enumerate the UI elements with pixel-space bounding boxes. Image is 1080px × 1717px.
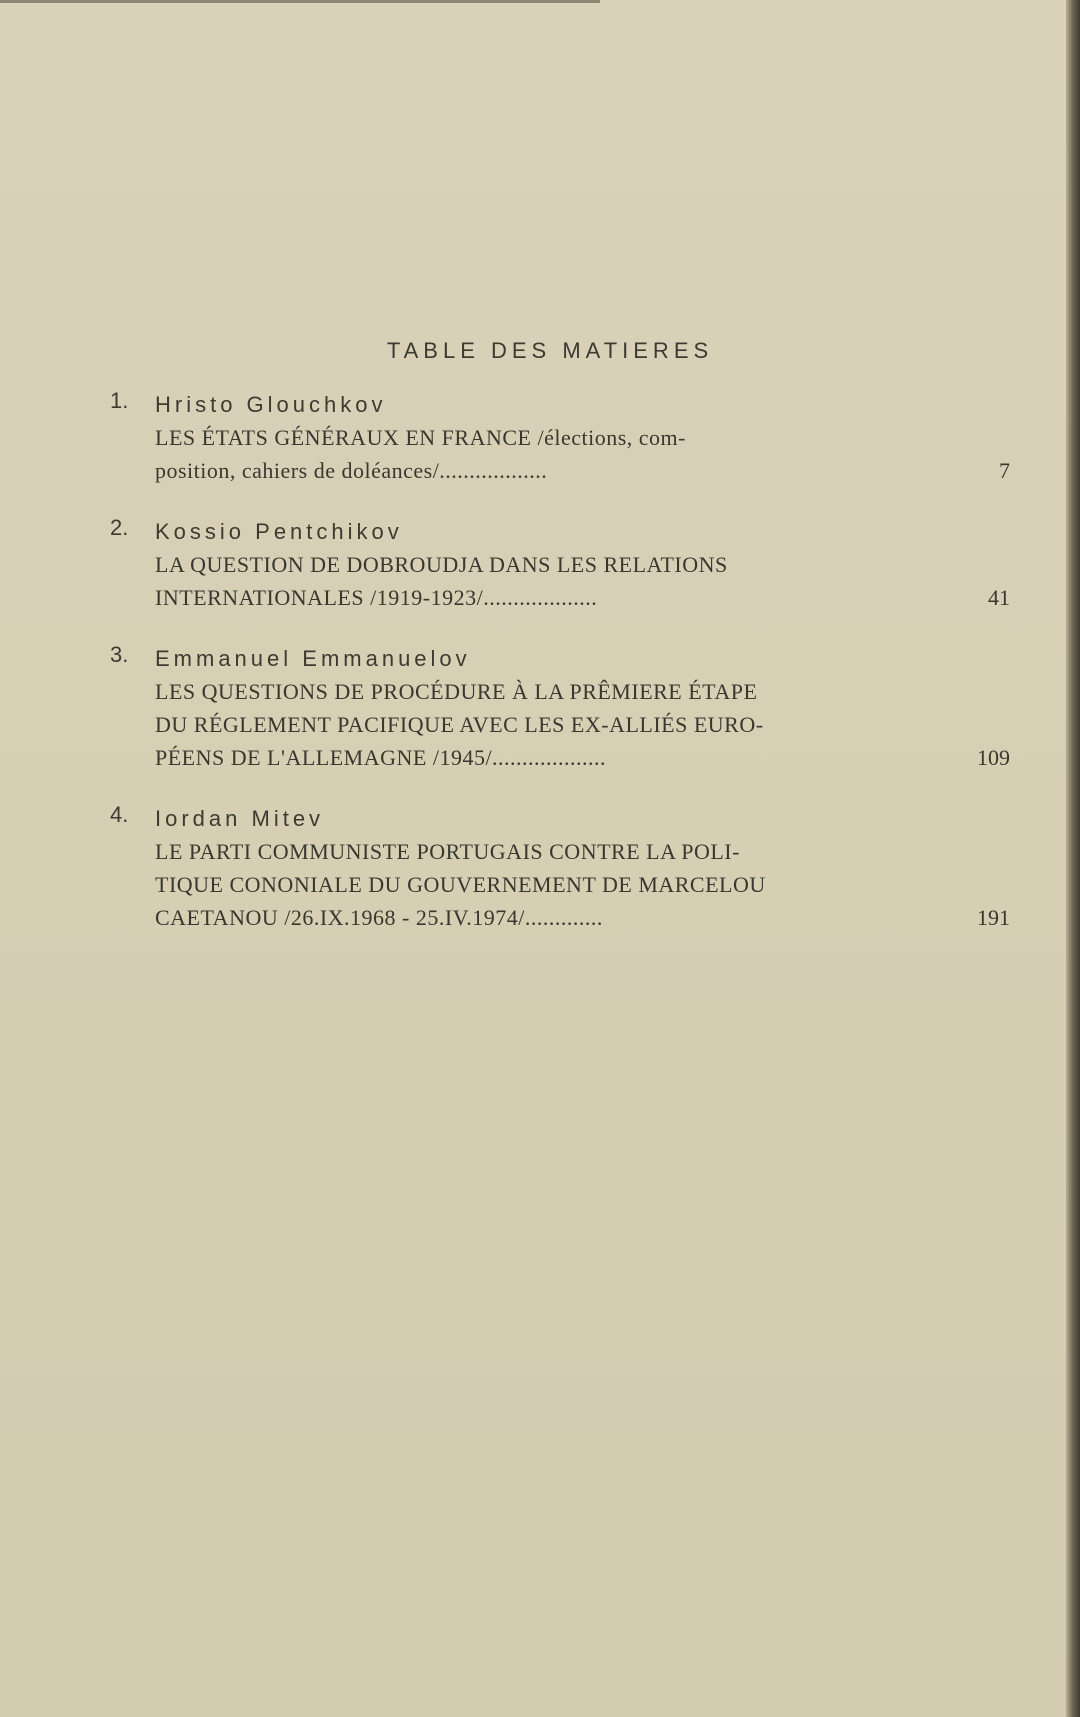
entry-title-line-last: CAETANOU /26.IX.1968 - 25.IV.1974/............. — [155, 905, 603, 930]
entry-author: Iordan Mitev — [155, 806, 325, 831]
entry-title-line-last: PÉENS DE L'ALLEMAGNE /1945/................... — [155, 745, 607, 770]
entry-number: 3. — [110, 642, 129, 667]
entry-body — [155, 642, 1010, 774]
entry-last-row — [155, 741, 1010, 774]
entry-last-row — [155, 454, 1010, 487]
entry-body — [155, 802, 1010, 934]
entry-number: 4. — [110, 802, 129, 827]
entry-body — [155, 388, 1010, 487]
toc-entry-1 — [110, 388, 1010, 487]
page-binding-edge — [1066, 0, 1080, 1717]
entry-author: Hristo Glouchkov — [155, 392, 387, 417]
entry-number: 2. — [110, 515, 129, 540]
entry-last-row — [155, 901, 1010, 934]
entry-page-number: 191 — [977, 905, 1010, 930]
entry-number: 1. — [110, 388, 129, 413]
entry-title-line: DU RÉGLEMENT PACIFIQUE AVEC LES EX-ALLIÉS EURO- — [155, 712, 764, 737]
entry-body — [155, 515, 1010, 614]
entry-title-line-last: position, cahiers de doléances/.................. — [155, 458, 548, 483]
page-title: TABLE DES MATIERES — [386, 338, 714, 363]
entry-last-row — [155, 581, 1010, 614]
toc-entry-2 — [110, 515, 1010, 614]
entry-author: Kossio Pentchikov — [155, 519, 403, 544]
toc-entry-4 — [110, 802, 1010, 934]
toc-entry-3 — [110, 642, 1010, 774]
entry-page-number: 41 — [988, 585, 1010, 610]
entry-title-line: LES QUESTIONS DE PROCÉDURE À LA PRÊMIERE ÉTAPE — [155, 679, 758, 704]
entry-page-number: 109 — [977, 745, 1010, 770]
toc-list — [110, 388, 1010, 962]
entry-title-line: LA QUESTION DE DOBROUDJA DANS LES RELATIONS — [155, 552, 728, 577]
entry-author: Emmanuel Emmanuelov — [155, 646, 471, 671]
entry-title-line: LES ÉTATS GÉNÉRAUX EN FRANCE /élections, com- — [155, 425, 686, 450]
entry-title-line: TIQUE CONONIALE DU GOUVERNEMENT DE MARCELOU — [155, 872, 766, 897]
entry-title-line: LE PARTI COMMUNISTE PORTUGAIS CONTRE LA POLI- — [155, 839, 740, 864]
entry-title-line-last: INTERNATIONALES /1919-1923/................... — [155, 585, 598, 610]
entry-page-number: 7 — [999, 458, 1010, 483]
top-edge-line — [0, 0, 600, 3]
